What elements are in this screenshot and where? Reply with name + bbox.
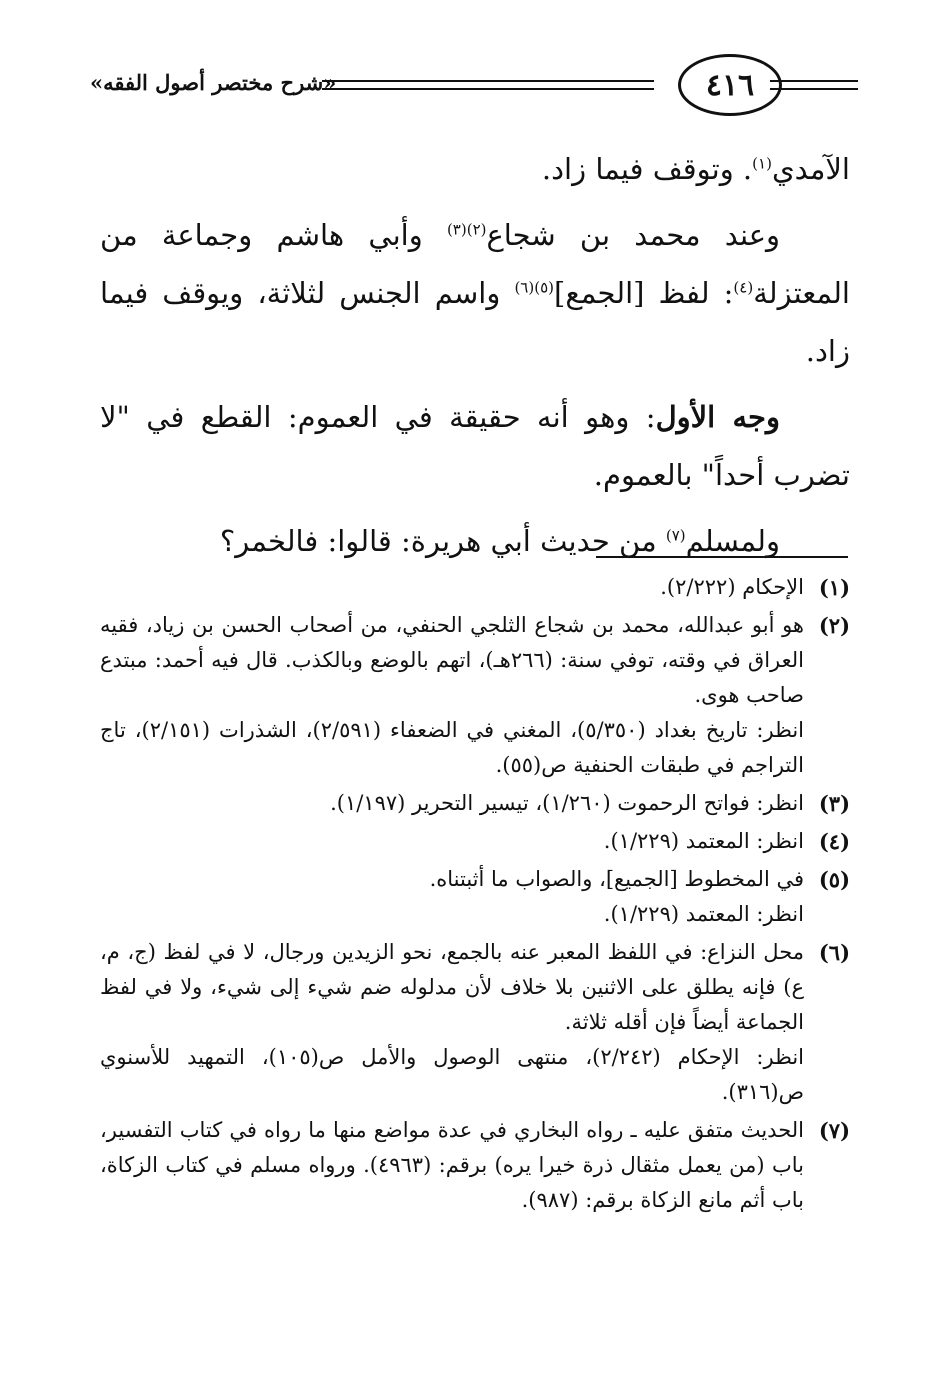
footnote-text [100,824,804,859]
footnotes [100,570,850,1221]
header-rule [322,80,654,82]
footnote-number: (١) [818,575,850,600]
footnote-ref: (٤) [733,278,754,297]
text-run: من حديث أبي هريرة: قالوا: فالخمر؟ [219,524,666,558]
footnote-ref: (١) [752,154,772,173]
text-run: واسم الجنس لثلاثة، ويوقف فيما زاد. [100,276,850,368]
footnote-number: (٤) [818,829,850,854]
footnote-number: (٢) [818,613,850,638]
footnote-text [100,1113,804,1218]
footnote-line: الإحكام (٢/٢٢٢). [660,575,804,599]
page-number: ٤١٦ [678,54,782,116]
text-run: وعند محمد بن شجاع [486,218,781,252]
footnote [100,824,850,859]
footnote-ref: (٦) [514,278,535,297]
footnote-line: انظر: تاريخ بغداد (٥/٣٥٠)، المغني في الضعفاء (٢/٥٩١)، الشذرات (٢/١٥١)، تاج التراجم في طبقات الحنفية ص(٥٥). [100,718,804,777]
footnote-number: (٣) [818,791,850,816]
paragraph [100,206,850,380]
footnote [100,608,850,783]
footnote-text [100,786,804,821]
footnote [100,862,850,932]
footnote-line: انظر: الإحكام (٢/٢٤٢)، منتهى الوصول والأمل ص(١٠٥)، التمهيد للأسنوي ص(٣١٦). [100,1045,805,1104]
footnote [100,786,850,821]
footnote-text [100,935,804,1110]
text-run: وأبي هاشم وجماعة من المعتزلة [100,218,850,310]
footnote [100,570,850,605]
footnote-ref: (٥) [534,278,554,297]
header-rule [770,88,858,90]
footnote-text [100,570,804,605]
paragraph [100,388,850,504]
text-run: ولمسلم [685,524,780,558]
footnote-line: انظر: فواتح الرحموت (١/٢٦٠)، تيسير التحرير (١/١٩٧). [330,791,804,815]
footnote-line: انظر: المعتمد (١/٢٢٩). [603,902,804,926]
page-header [90,50,860,122]
paragraph [100,512,850,570]
footnote-line: انظر: المعتمد (١/٢٢٩). [603,829,804,853]
main-text [100,140,850,578]
footnote-number: (٦) [818,940,850,965]
text-run: : لفظ [الجمع] [554,276,734,310]
footnote-line: الحديث متفق عليه ـ رواه البخاري في عدة مواضع منها ما رواه في كتاب التفسير، باب (من يعمل مثقال ذرة خيرا يره) برقم: (٤٩٦٣). ورواه مسلم في كتاب الزكاة، باب أثم مانع الزكاة برقم: (٩٨٧). [100,1118,804,1212]
footnote-text [100,862,804,932]
text-run: الآمدي [771,152,850,186]
footnote-text [100,608,804,783]
footnote [100,935,850,1110]
footnote-ref: (٢) [466,220,487,239]
text-run: : وهو أنه حقيقة في العموم: القطع في "لا تضرب أحداً" بالعموم. [100,400,850,492]
paragraph [100,140,850,198]
footnote-ref: (٧) [665,526,686,545]
footnote-separator [596,556,848,558]
section-lead: وجه الأول [655,400,780,434]
header-rule [770,80,858,82]
text-run: . وتوقف فيما زاد. [541,152,753,186]
footnote-number: (٥) [818,867,850,892]
footnote [100,1113,850,1218]
header-rule [322,88,654,90]
footnote-line: في المخطوط [الجميع]، والصواب ما أثبتناه. [429,867,804,891]
footnote-ref: (٣) [446,220,467,239]
footnote-number: (٧) [818,1118,850,1143]
running-title: «شرح مختصر أصول الفقه» [90,70,337,95]
footnote-line: هو أبو عبدالله، محمد بن شجاع الثلجي الحنفي، من أصحاب الحسن بن زياد، فقيه العراق في وقته، توفي سنة: (٢٦٦هـ)، اتهم بالوضع وبالكذب. قال فيه أحمد: مبتدع صاحب هوى. [100,613,805,707]
footnote-line: محل النزاع: في اللفظ المعبر عنه بالجمع، نحو الزيدين ورجال، لا في لفظ (ج، م، ع) فإنه يطلق على الاثنين بلا خلاف لأن مدلوله ضم شيء إلى شيء، ولا في لفظ الجماعة أيضاً فإن أقله ثلاثة. [100,940,804,1034]
